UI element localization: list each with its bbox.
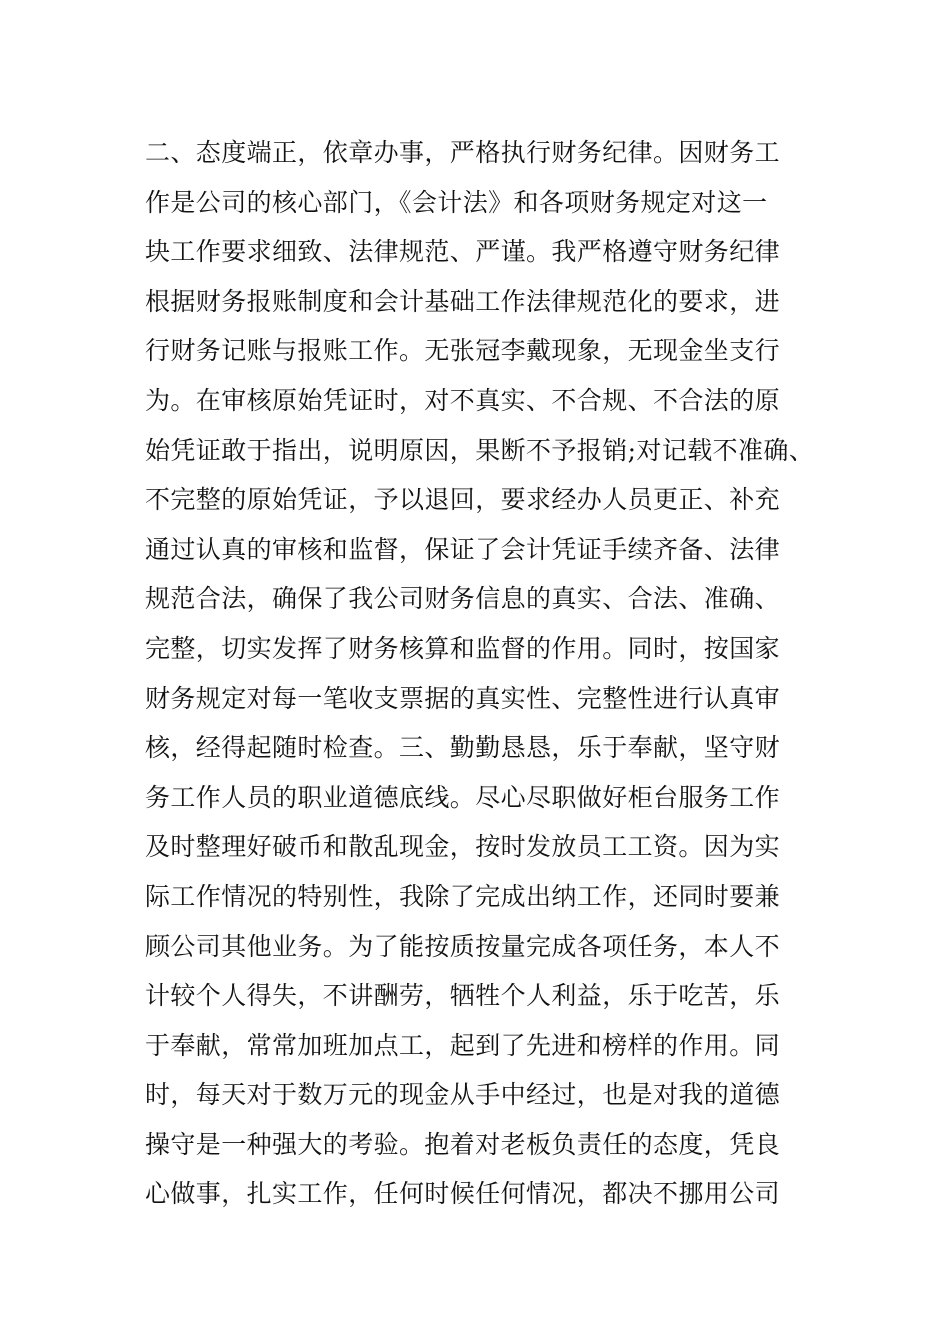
text-line: 于奉献，常常加班加点工，起到了先进和榜样的作用。同 — [145, 1030, 781, 1060]
text-line: 始凭证敢于指出，说明原因，果断不予报销;对记载不准确、 — [145, 435, 815, 465]
text-line: 规范合法，确保了我公司财务信息的真实、合法、准确、 — [145, 584, 781, 614]
text-line: 不完整的原始凭证，予以退回，要求经办人员更正、补充 — [145, 485, 781, 515]
text-line: 及时整理好破币和散乱现金，按时发放员工工资。因为实 — [145, 832, 781, 862]
text-line: 通过认真的审核和监督，保证了会计凭证手续齐备、法律 — [145, 534, 781, 564]
text-line: 时，每天对于数万元的现金从手中经过，也是对我的道德 — [145, 1080, 781, 1110]
text-line: 务工作人员的职业道德底线。尽心尽职做好柜台服务工作 — [145, 782, 781, 812]
text-line: 际工作情况的特别性，我除了完成出纳工作，还同时要兼 — [145, 881, 781, 911]
text-line: 作是公司的核心部门，《会计法》和各项财务规定对这一 — [145, 187, 768, 217]
text-line: 完整，切实发挥了财务核算和监督的作用。同时，按国家 — [145, 633, 781, 663]
text-line: 顾公司其他业务。为了能按质按量完成各项任务，本人不 — [145, 931, 781, 961]
text-line: 核，经得起随时检查。三、勤勤恳恳，乐于奉献，坚守财 — [145, 733, 781, 763]
text-line: 为。在审核原始凭证时，对不真实、不合规、不合法的原 — [145, 385, 781, 415]
text-line: 行财务记账与报账工作。无张冠李戴现象，无现金坐支行 — [145, 336, 781, 366]
text-line: 根据财务报账制度和会计基础工作法律规范化的要求，进 — [145, 286, 781, 316]
text-line: 块工作要求细致、法律规范、严谨。我严格遵守财务纪律 — [145, 237, 781, 267]
text-line: 财务规定对每一笔收支票据的真实性、完整性进行认真审 — [145, 683, 781, 713]
body-paragraph — [145, 128, 825, 1219]
text-line: 操守是一种强大的考验。抱着对老板负责任的态度，凭良 — [145, 1129, 781, 1159]
text-line: 心做事，扎实工作，任何时候任何情况，都决不挪用公司 — [145, 1179, 781, 1209]
text-line: 计较个人得失，不讲酬劳，牺牲个人利益，乐于吃苦，乐 — [145, 981, 781, 1011]
text-line: 二、态度端正，依章办事，严格执行财务纪律。因财务工 — [145, 138, 781, 167]
